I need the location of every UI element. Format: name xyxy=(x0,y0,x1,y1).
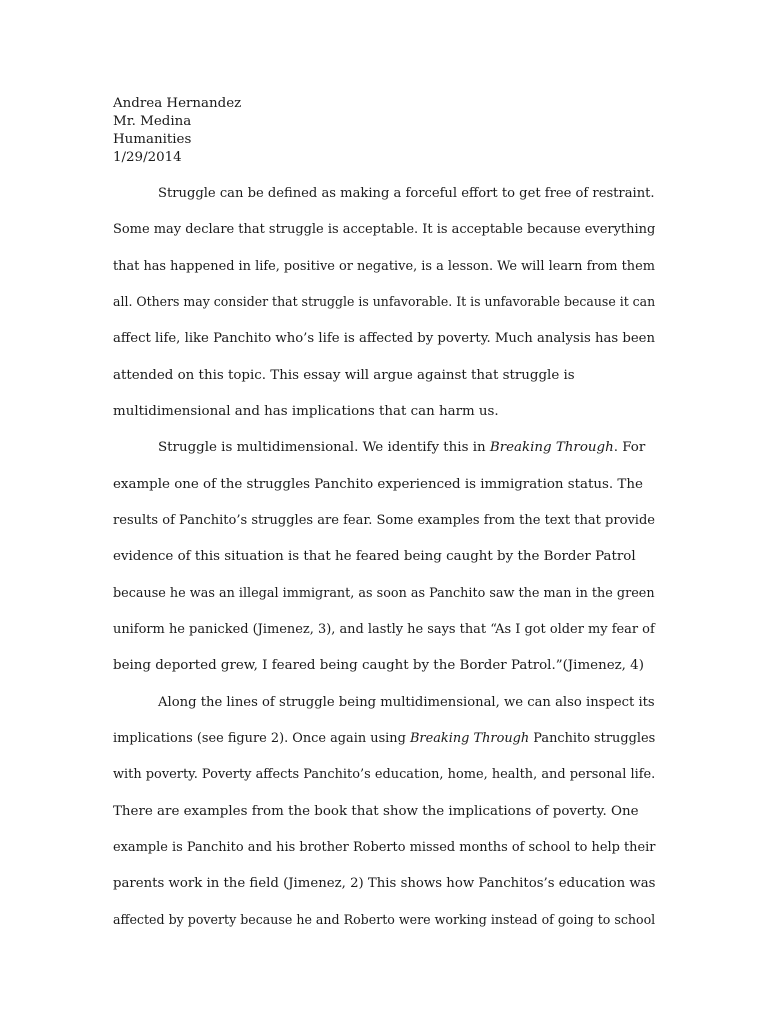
course-name: Humanities xyxy=(113,132,192,147)
paragraph-3-line: with poverty. Poverty affects Panchito’s education, home, health, and personal life. xyxy=(113,767,656,782)
paragraph-2-line: evidence of this situation is that he feared being caught by the Border Patrol xyxy=(113,549,636,564)
paragraph-3-line: affected by poverty because he and Roberto were working instead of going to school xyxy=(113,913,656,928)
teacher-name: Mr. Medina xyxy=(113,114,192,129)
essay-header xyxy=(113,95,241,167)
paragraph-1-line: all. Others may consider that struggle is unfavorable. It is unfavorable because it can xyxy=(113,295,656,310)
paragraph-3-line xyxy=(113,730,655,748)
student-name: Andrea Hernandez xyxy=(113,96,242,111)
paragraph-3-text: implications (see figure 2). Once again using xyxy=(113,731,410,746)
paragraph-1-line: Struggle can be defined as making a forceful effort to get free of restraint. xyxy=(158,186,655,201)
paragraph-3-line: Along the lines of struggle being multidimensional, we can also inspect its xyxy=(158,695,655,710)
paragraph-3-line: example is Panchito and his brother Roberto missed months of school to help their xyxy=(113,840,656,855)
paragraph-1-line: that has happened in life, positive or negative, is a lesson. We will learn from them xyxy=(113,259,655,274)
paragraph-2-line: example one of the struggles Panchito experienced is immigration status. The xyxy=(113,477,643,492)
paragraph-1-line: attended on this topic. This essay will argue against that struggle is xyxy=(113,368,575,383)
essay-date: 1/29/2014 xyxy=(113,150,182,165)
paragraph-2-line: results of Panchito’s struggles are fear. Some examples from the text that provide xyxy=(113,513,656,528)
paragraph-1-line: multidimensional and has implications that can harm us. xyxy=(113,404,499,419)
paragraph-2-line: being deported grew, I feared being caught by the Border Patrol.”(Jimenez, 4) xyxy=(113,658,644,673)
paragraph-2-text: . For xyxy=(613,440,646,455)
paragraph-3-text: Panchito struggles xyxy=(529,731,656,746)
paragraph-2-line: uniform he panicked (Jimenez, 3), and lastly he says that “As I got older my fear of xyxy=(113,622,655,637)
paragraph-2-text: Struggle is multidimensional. We identify this in xyxy=(158,440,490,455)
paragraph-3-line: There are examples from the book that show the implications of poverty. One xyxy=(113,804,639,819)
paragraph-3-line: parents work in the field (Jimenez, 2) This shows how Panchitos’s education was xyxy=(113,876,656,891)
paragraph-1-line: affect life, like Panchito who’s life is affected by poverty. Much analysis has been xyxy=(113,331,655,346)
book-title: Breaking Through xyxy=(489,440,614,455)
paragraph-2-line xyxy=(158,439,645,457)
paragraph-2-line: because he was an illegal immigrant, as soon as Panchito saw the man in the green xyxy=(113,586,655,601)
paragraph-1-line: Some may declare that struggle is acceptable. It is acceptable because everything xyxy=(113,222,656,237)
book-title: Breaking Through xyxy=(409,731,530,746)
